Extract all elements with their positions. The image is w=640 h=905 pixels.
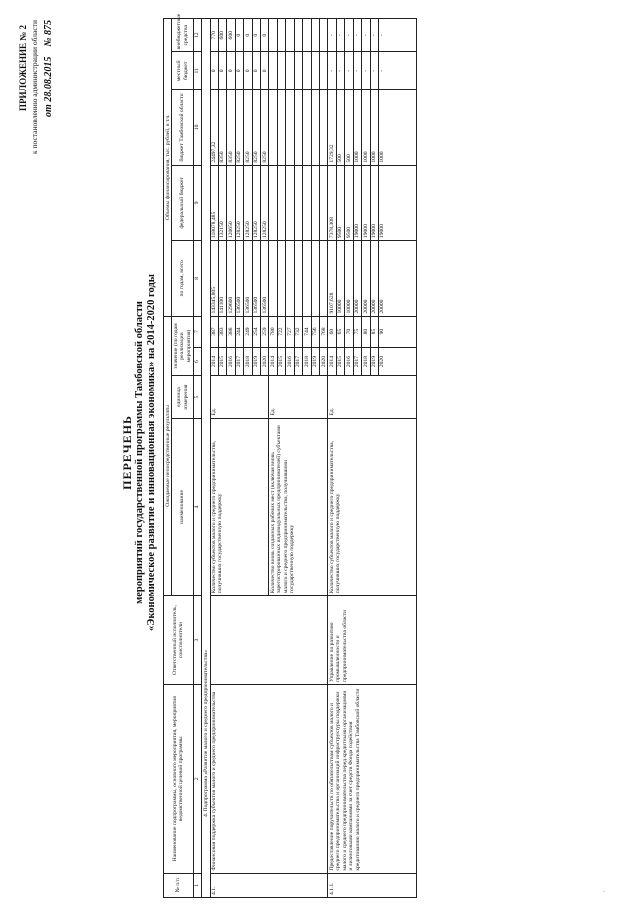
empty-cell xyxy=(294,241,302,316)
value-cell: 727 xyxy=(286,316,294,347)
empty-cell xyxy=(269,19,277,52)
col-number: 11 xyxy=(193,52,201,90)
empty-cell xyxy=(303,19,311,52)
year-cell: 2014 xyxy=(328,347,336,376)
funding-federal-cell: 118078,485 xyxy=(210,165,218,240)
column-numbers-row xyxy=(193,19,201,898)
annex-title: ПРИЛОЖЕНИЕ № 2 xyxy=(18,25,28,111)
value-cell: 60 xyxy=(328,316,336,347)
empty-cell xyxy=(320,52,328,90)
funding-extra-cell: - xyxy=(370,19,378,52)
funding-federal-cell: 128250 xyxy=(235,165,243,240)
header-num: № п/п xyxy=(164,873,194,897)
empty-cell xyxy=(286,52,294,90)
col-number: 1 xyxy=(193,873,201,897)
year-cell: 2019 xyxy=(370,347,378,376)
scan-mark: · xyxy=(600,890,609,893)
funding-local-cell: - xyxy=(336,52,344,90)
year-cell: 2018 xyxy=(362,347,370,376)
value-cell: 780 xyxy=(269,316,277,347)
funding-extra-cell: - xyxy=(345,19,353,52)
value-cell: 722 xyxy=(277,316,285,347)
header-result-unit: единица измерения xyxy=(172,376,193,418)
funding-extra-cell: 600 xyxy=(218,19,226,52)
col-number: 4 xyxy=(193,418,201,596)
funding-local-cell: 0 xyxy=(252,52,260,90)
section-title: 4. Подпрограмма «Развитие малого и среднего предпринимательства» xyxy=(202,19,210,898)
header-name: Наименование подпрограммы, основного мероприятия, мероприятия ведомственной целевой программы xyxy=(164,684,194,873)
funding-regional-cell: 1729,32 xyxy=(328,90,336,165)
empty-cell xyxy=(269,165,277,240)
funding-total-cell: 20000 xyxy=(362,241,370,316)
value-cell: 744 xyxy=(303,316,311,347)
funding-federal-cell: 120650 xyxy=(227,165,235,240)
funding-total-cell: 136500 xyxy=(244,241,252,316)
header-responsible: Ответственный исполнитель, соисполнители xyxy=(164,596,194,685)
empty-cell xyxy=(286,90,294,165)
funding-extra-cell: - xyxy=(328,19,336,52)
funding-total-cell: 20000 xyxy=(353,241,361,316)
table-body xyxy=(193,19,416,898)
year-cell: 2014 xyxy=(269,347,277,376)
header-funding-federal: федеральный бюджет xyxy=(172,165,193,240)
year-cell: 2016 xyxy=(286,347,294,376)
document-subtitle-2: «Экономическое развитие и инновационная экономика» на 2014-2020 годы xyxy=(146,274,157,631)
funding-federal-cell: 19000 xyxy=(378,165,416,240)
item-responsible xyxy=(210,596,328,685)
empty-cell xyxy=(294,19,302,52)
empty-cell xyxy=(303,165,311,240)
funding-regional-cell: 8250 xyxy=(235,90,243,165)
col-number: 7 xyxy=(193,316,201,347)
funding-federal-cell: 9500 xyxy=(345,165,353,240)
annex-number: № 875 xyxy=(43,20,54,47)
value-cell: 768 xyxy=(320,316,328,347)
funding-local-cell: - xyxy=(370,52,378,90)
indicator-name: Количество субъектов малого и среднего предпринимательства, получивших государственную поддержку xyxy=(328,418,417,596)
value-cell: 383 xyxy=(218,316,226,347)
funding-total-cell: 136500 xyxy=(235,241,243,316)
col-number: 3 xyxy=(193,596,201,685)
col-number: 10 xyxy=(193,90,201,165)
empty-cell xyxy=(320,19,328,52)
indicator-unit: Ед. xyxy=(328,376,417,418)
funding-extra-cell: 0 xyxy=(235,19,243,52)
funding-total-cell: 20000 xyxy=(370,241,378,316)
funding-federal-cell: 19000 xyxy=(362,165,370,240)
col-number: 8 xyxy=(193,241,201,316)
funding-regional-cell: 8250 xyxy=(252,90,260,165)
item-number: 4.1. xyxy=(210,873,328,897)
value-cell: 244 xyxy=(235,316,243,347)
funding-local-cell: - xyxy=(328,52,336,90)
funding-local-cell: 0 xyxy=(218,52,226,90)
funding-local-cell: - xyxy=(345,52,353,90)
funding-extra-cell: 600 xyxy=(227,19,235,52)
empty-cell xyxy=(320,241,328,316)
funding-regional-cell: 1000 xyxy=(370,90,378,165)
funding-total-cell: 129600 xyxy=(227,241,235,316)
funding-total-cell: 9107,628 xyxy=(328,241,336,316)
funding-federal-cell: 7378,308 xyxy=(328,165,336,240)
funding-federal-cell: 128250 xyxy=(252,165,260,240)
annex-date: от 28.08.2015 xyxy=(43,56,54,117)
funding-local-cell: 0 xyxy=(261,52,269,90)
funding-local-cell: - xyxy=(378,52,416,90)
indicator-name: Количество субъектов малого и среднего предпринимательства, получивших государственную поддержку xyxy=(210,418,269,596)
funding-local-cell: 0 xyxy=(235,52,243,90)
funding-regional-cell: 500 xyxy=(336,90,344,165)
document-subtitle-1: мероприятий государственной программы Тамбовской области xyxy=(134,301,145,604)
indicator-unit: Ед. xyxy=(269,376,328,418)
empty-cell xyxy=(269,90,277,165)
empty-cell xyxy=(277,52,285,90)
year-cell: 2015 xyxy=(218,347,226,376)
empty-cell xyxy=(277,241,285,316)
empty-cell xyxy=(311,165,319,240)
empty-cell xyxy=(294,90,302,165)
funding-federal-cell: 128250 xyxy=(261,165,269,240)
funding-total-cell: 136500 xyxy=(252,241,260,316)
funding-local-cell: 0 xyxy=(244,52,252,90)
col-number: 2 xyxy=(193,684,201,873)
value-cell: 80 xyxy=(362,316,370,347)
header-funding-regional: бюджет Тамбовской области xyxy=(172,90,193,165)
empty-cell xyxy=(320,165,328,240)
year-cell: 2019 xyxy=(252,347,260,376)
value-cell: 388 xyxy=(227,316,235,347)
funding-local-cell: - xyxy=(353,52,361,90)
header-funding-local: местный бюджет xyxy=(172,52,193,90)
year-cell: 2020 xyxy=(261,347,269,376)
header-expected-results: Ожидаемые непосредственные результаты xyxy=(164,316,172,596)
funding-total-cell: 136500 xyxy=(261,241,269,316)
funding-extra-cell: - xyxy=(336,19,344,52)
empty-cell xyxy=(286,165,294,240)
annex-decree-line: к постановлению администрации области xyxy=(30,20,39,154)
value-cell: 70 xyxy=(345,316,353,347)
value-cell: 254 xyxy=(252,316,260,347)
funding-extra-cell: 0 xyxy=(244,19,252,52)
funding-federal-cell: 132150 xyxy=(218,165,226,240)
year-cell: 2015 xyxy=(277,347,285,376)
funding-local-cell: 0 xyxy=(227,52,235,90)
year-cell: 2019 xyxy=(311,347,319,376)
col-number: 6 xyxy=(193,347,201,376)
empty-cell xyxy=(277,90,285,165)
empty-cell xyxy=(269,241,277,316)
value-cell: 756 xyxy=(311,316,319,347)
empty-cell xyxy=(303,90,311,165)
indicator-name: Количество вновь созданных рабочих мест (включая вновь зарегистрированных индивидуальных предпринимателей) субъектами малого и среднего предпринимательства, получившими государственную поддержку xyxy=(269,418,328,596)
year-cell: 2016 xyxy=(227,347,235,376)
funding-federal-cell: 128250 xyxy=(244,165,252,240)
header-result-name: наименование xyxy=(172,418,193,596)
header-result-value: значение (по годам реализации мероприятия) xyxy=(172,316,193,376)
empty-cell xyxy=(269,52,277,90)
funding-regional-cell: 8250 xyxy=(261,90,269,165)
col-number: 12 xyxy=(193,19,201,52)
empty-cell xyxy=(311,90,319,165)
empty-cell xyxy=(311,241,319,316)
item-name: Предоставление поручительств по обязательствам субъектов малого и среднего предпринимательства и организаций инфраструктуры поддержки малого и среднего предпринимательства перед кредитными организациями и лизинговыми компаниями за счет средств Фонда содействия кредитованию малого и среднего предпринимательства Тамбовской области xyxy=(328,684,417,873)
table-row xyxy=(328,19,336,898)
value-cell: 249 xyxy=(244,316,252,347)
funding-regional-cell: 1000 xyxy=(378,90,416,165)
value-cell: 387 xyxy=(210,316,218,347)
funding-total-cell: 10000 xyxy=(345,241,353,316)
value-cell: 90 xyxy=(378,316,416,347)
funding-local-cell: - xyxy=(362,52,370,90)
empty-cell xyxy=(277,19,285,52)
year-cell: 2020 xyxy=(320,347,328,376)
empty-cell xyxy=(286,19,294,52)
funding-extra-cell: - xyxy=(378,19,416,52)
year-cell: 2017 xyxy=(235,347,243,376)
funding-extra-cell: 0 xyxy=(261,19,269,52)
funding-local-cell: 0 xyxy=(210,52,218,90)
empty-cell xyxy=(303,241,311,316)
funding-regional-cell: 8250 xyxy=(244,90,252,165)
empty-cell xyxy=(303,52,311,90)
empty-cell xyxy=(320,90,328,165)
empty-cell xyxy=(294,52,302,90)
item-responsible: Управление по развитию промышленности и предпринимательства области xyxy=(328,596,417,685)
empty-cell xyxy=(311,19,319,52)
header-funding-extra: внебюджетные средства xyxy=(172,19,193,52)
funding-federal-cell: 9500 xyxy=(336,165,344,240)
header-funding-total: по годам, всего xyxy=(172,241,193,316)
funding-extra-cell: 770 xyxy=(210,19,218,52)
funding-regional-cell: 8350 xyxy=(227,90,235,165)
value-cell: 732 xyxy=(294,316,302,347)
item-number: 4.1.1. xyxy=(328,873,417,897)
year-cell: 2015 xyxy=(336,347,344,376)
empty-cell xyxy=(311,52,319,90)
year-cell: 2017 xyxy=(353,347,361,376)
measures-table xyxy=(163,13,417,898)
year-cell: 2018 xyxy=(303,347,311,376)
funding-regional-cell: 24497,32 xyxy=(210,90,218,165)
funding-regional-cell: 1000 xyxy=(362,90,370,165)
empty-cell xyxy=(294,165,302,240)
year-cell: 2020 xyxy=(378,347,416,376)
funding-extra-cell: - xyxy=(362,19,370,52)
funding-total-cell: 143345,805 xyxy=(210,241,218,316)
annex-date-number xyxy=(43,20,54,180)
empty-cell xyxy=(286,241,294,316)
funding-federal-cell: 19000 xyxy=(370,165,378,240)
funding-total-cell: 10000 xyxy=(336,241,344,316)
document-heading: ПЕРЕЧЕНЬ xyxy=(120,415,134,490)
funding-extra-cell: 0 xyxy=(252,19,260,52)
empty-cell xyxy=(277,165,285,240)
header-funding: Объемы финансирования, тыс. рублей, в т.ч. xyxy=(164,19,172,317)
year-cell: 2014 xyxy=(210,347,218,376)
item-name: Финансовая поддержка субъектов малого и среднего предпринимательства xyxy=(210,684,328,873)
funding-extra-cell: - xyxy=(353,19,361,52)
value-cell: 75 xyxy=(353,316,361,347)
funding-regional-cell: 1000 xyxy=(353,90,361,165)
funding-regional-cell: 8350 xyxy=(218,90,226,165)
section-row xyxy=(202,19,210,898)
value-cell: 259 xyxy=(261,316,269,347)
value-cell: 85 xyxy=(370,316,378,347)
funding-regional-cell: 500 xyxy=(345,90,353,165)
year-cell: 2017 xyxy=(294,347,302,376)
year-cell: 2018 xyxy=(244,347,252,376)
year-cell: 2016 xyxy=(345,347,353,376)
funding-total-cell: 141100 xyxy=(218,241,226,316)
col-number: 9 xyxy=(193,165,201,240)
col-number: 5 xyxy=(193,376,201,418)
funding-total-cell: 20000 xyxy=(378,241,416,316)
table-row xyxy=(210,19,218,898)
funding-federal-cell: 19000 xyxy=(353,165,361,240)
value-cell: 65 xyxy=(336,316,344,347)
indicator-unit: Ед. xyxy=(210,376,269,418)
